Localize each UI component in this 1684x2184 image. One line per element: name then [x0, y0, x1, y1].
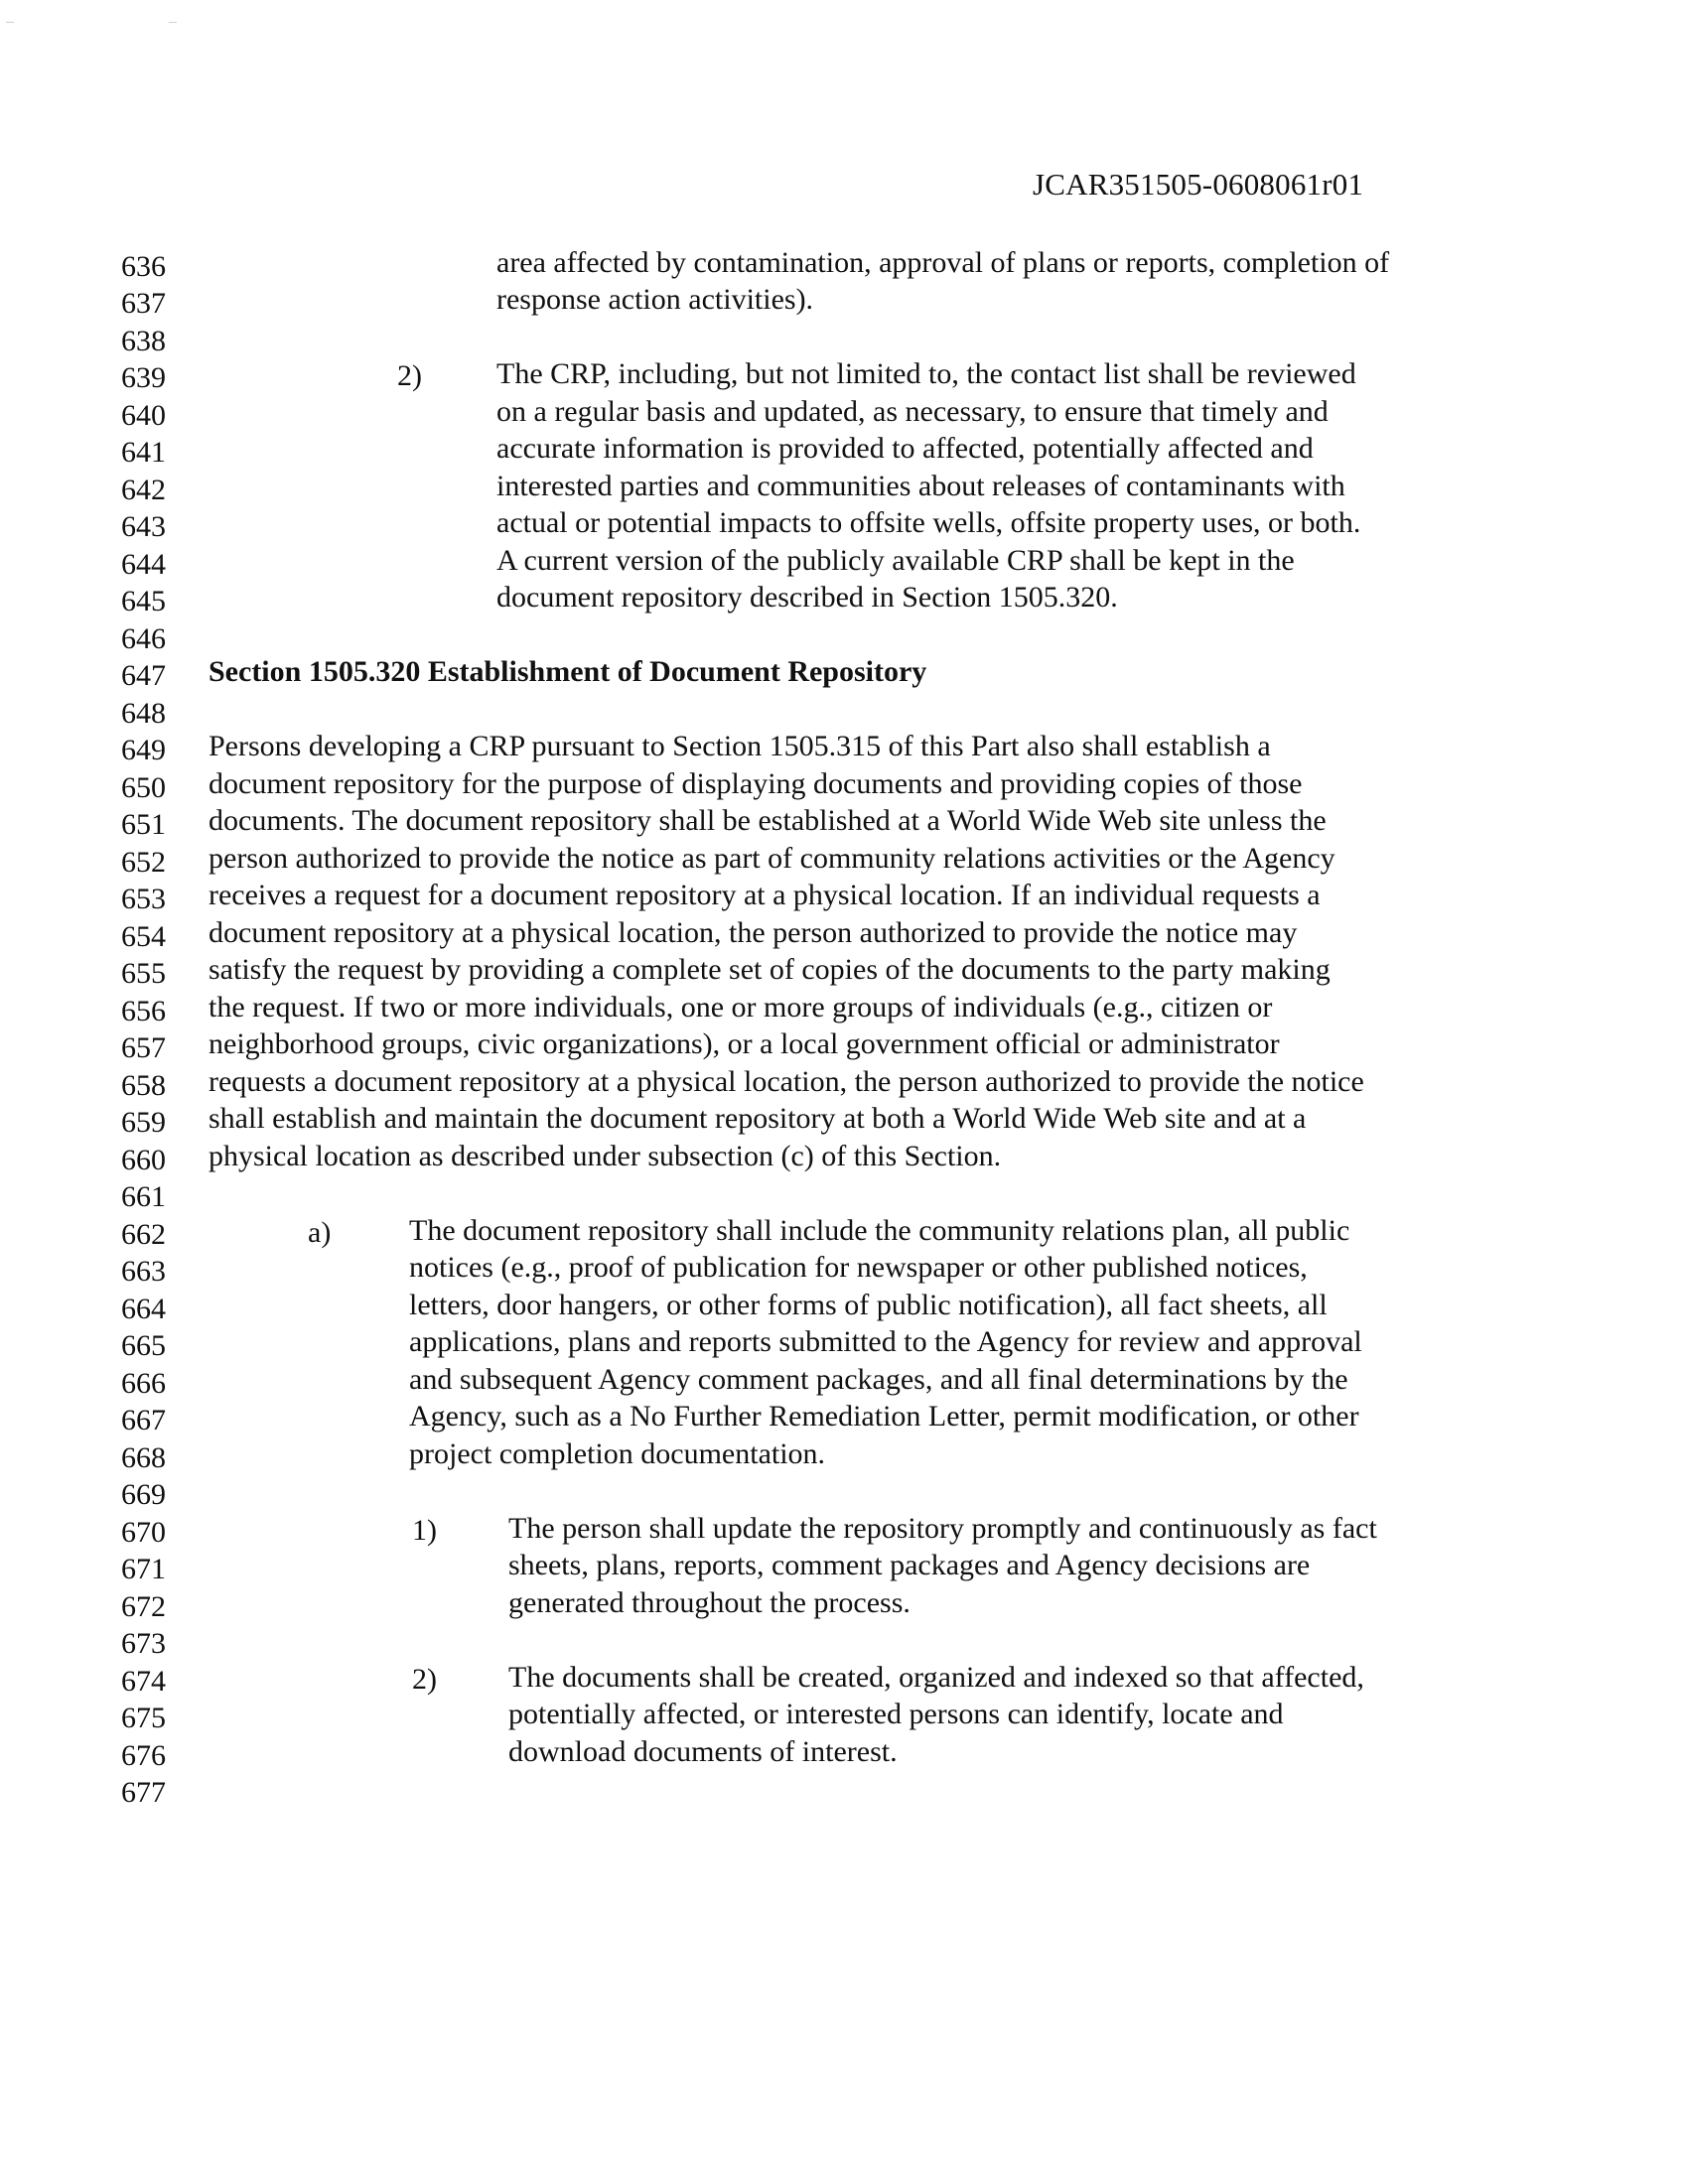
body-line: sheets, plans, reports, comment packages and Agency decisions are [508, 1549, 1311, 1581]
body-line: The person shall update the repository promptly and continuously as fact [508, 1512, 1377, 1545]
line-number: 649 [121, 734, 166, 766]
line-number: 654 [121, 920, 166, 953]
line-number: 639 [121, 361, 166, 394]
line-number: 677 [121, 1776, 166, 1809]
body-line: The document repository shall include the community relations plan, all public [409, 1214, 1350, 1247]
body-line: the request. If two or more individuals, one or more groups of individuals (e.g., citizen or [209, 991, 1273, 1024]
line-number: 665 [121, 1329, 166, 1362]
line-number: 670 [121, 1516, 166, 1549]
line-number: 663 [121, 1255, 166, 1288]
line-number: 641 [121, 436, 166, 469]
line-number: 675 [121, 1702, 166, 1734]
line-number: 651 [121, 808, 166, 841]
line-number: 637 [121, 287, 166, 320]
body-line: Agency, such as a No Further Remediation Letter, permit modification, or other [409, 1400, 1359, 1433]
line-number: 658 [121, 1069, 166, 1102]
body-line: document repository for the purpose of displaying documents and providing copies of those [209, 767, 1303, 800]
line-number: 656 [121, 995, 166, 1027]
line-number: 661 [121, 1180, 166, 1213]
line-number: 668 [121, 1441, 166, 1474]
line-number: 636 [121, 250, 166, 283]
line-number: 652 [121, 846, 166, 879]
line-number: 643 [121, 510, 166, 543]
body-line: project completion documentation. [409, 1437, 826, 1470]
line-number: 669 [121, 1478, 166, 1511]
body-line: letters, door hangers, or other forms of public notification), all fact sheets, all [409, 1289, 1328, 1321]
line-number: 667 [121, 1404, 166, 1436]
body-line: Persons developing a CRP pursuant to Section 1505.315 of this Part also shall establish a [209, 730, 1271, 762]
line-number: 674 [121, 1665, 166, 1698]
body-line: documents. The document repository shall be established at a World Wide Web site unless the [209, 804, 1327, 837]
line-number: 638 [121, 325, 166, 357]
line-number: 659 [121, 1106, 166, 1139]
section-heading: Section 1505.320 Establishment of Document Repository [209, 655, 927, 688]
line-number: 672 [121, 1590, 166, 1623]
body-line: response action activities). [496, 283, 814, 316]
body-line: notices (e.g., proof of publication for newspaper or other published notices, [409, 1251, 1308, 1284]
body-line: potentially affected, or interested persons can identify, locate and [508, 1698, 1284, 1730]
line-number: 673 [121, 1627, 166, 1660]
scan-artifact [169, 22, 177, 23]
scan-artifact [6, 22, 14, 23]
line-number: 653 [121, 883, 166, 915]
body-line: receives a request for a document repository at a physical location. If an individual requests a [209, 879, 1321, 911]
line-number: 676 [121, 1739, 166, 1772]
line-number: 647 [121, 659, 166, 692]
line-number: 642 [121, 474, 166, 506]
body-line: neighborhood groups, civic organizations), or a local government official or administrator [209, 1027, 1280, 1060]
body-line: document repository at a physical location, the person authorized to provide the notice may [209, 916, 1298, 949]
body-line: applications, plans and reports submitted to the Agency for review and approval [409, 1325, 1362, 1358]
line-number: 650 [121, 771, 166, 804]
body-line: The CRP, including, but not limited to, the contact list shall be reviewed [496, 357, 1356, 390]
body-line: document repository described in Section 1505.320. [496, 581, 1118, 614]
line-number: 646 [121, 622, 166, 655]
body-line: download documents of interest. [508, 1735, 898, 1768]
body-line: accurate information is provided to affected, potentially affected and [496, 432, 1314, 465]
body-line: person authorized to provide the notice as part of community relations activities or the Agency [209, 842, 1335, 875]
body-line: physical location as described under subsection (c) of this Section. [209, 1140, 1002, 1172]
list-marker: 2) [412, 1663, 437, 1696]
line-number: 640 [121, 399, 166, 432]
body-line: A current version of the publicly available CRP shall be kept in the [496, 544, 1295, 577]
list-marker: 1) [412, 1514, 437, 1547]
body-line: generated throughout the process. [508, 1586, 911, 1619]
line-number: 655 [121, 957, 166, 990]
line-number: 645 [121, 585, 166, 617]
body-line: interested parties and communities about releases of contaminants with [496, 470, 1345, 502]
line-number: 648 [121, 697, 166, 730]
body-line: shall establish and maintain the document repository at both a World Wide Web site and at a [209, 1102, 1307, 1135]
body-line: on a regular basis and updated, as necessary, to ensure that timely and [496, 395, 1329, 428]
body-line: satisfy the request by providing a complete set of copies of the documents to the party making [209, 953, 1331, 986]
body-line: area affected by contamination, approval of plans or reports, completion of [496, 246, 1390, 279]
body-line: requests a document repository at a physical location, the person authorized to provide the notice [209, 1065, 1364, 1098]
line-number: 644 [121, 548, 166, 581]
line-number: 657 [121, 1031, 166, 1064]
line-number: 660 [121, 1144, 166, 1176]
line-number: 671 [121, 1553, 166, 1585]
line-number: 664 [121, 1293, 166, 1325]
list-marker: 2) [397, 359, 422, 392]
body-line: and subsequent Agency comment packages, and all final determinations by the [409, 1363, 1348, 1396]
body-line: The documents shall be created, organized and indexed so that affected, [508, 1661, 1364, 1694]
document-id: JCAR351505-0608061r01 [1033, 167, 1364, 202]
body-line: actual or potential impacts to offsite wells, offsite property uses, or both. [496, 506, 1361, 539]
line-number: 662 [121, 1218, 166, 1251]
list-marker: a) [308, 1216, 332, 1249]
line-number: 666 [121, 1367, 166, 1400]
